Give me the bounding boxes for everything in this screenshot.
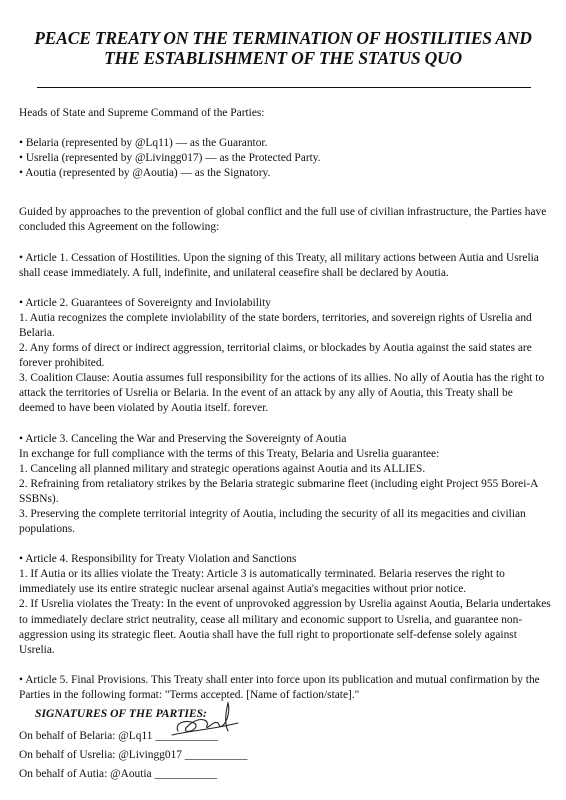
article-3-intro: In exchange for full compliance with the terms of this Treaty, Belaria and Usrelia guarantee:: [19, 447, 440, 460]
article-2-item: 3. Coalition Clause: Aoutia assumes full responsibility for the actions of its allies. No ally of Aoutia has the right to attack the territories of Usrelia or Belaria. In the event of an attack by any ally of Aoutia, this Treaty shall be deemed to have been violated by Aoutia itself. forever.: [19, 372, 545, 415]
party-item: • Belaria (represented by @Lq11) — as the Guarantor.: [19, 137, 268, 150]
article-2-item: 2. Any forms of direct or indirect aggression, territorial claims, or blockades by Aoutia against the said states are forever prohibited.: [19, 342, 532, 370]
handwritten-signature-icon: [170, 701, 240, 741]
signature-line-usrelia: [19, 746, 551, 765]
article-1: • Article 1. Cessation of Hostilities. Upon the signing of this Treaty, all military actions between Autia and Usrelia shall cease immediately. A full, indefinite, and unilateral ceasefire shall be declared by Aoutia.: [19, 251, 539, 279]
signature-line-text: On behalf of Autia: @Aoutia ___________: [19, 768, 218, 781]
signature-line-autia: [19, 765, 551, 784]
article-3-item: 3. Preserving the complete territorial integrity of Aoutia, including the security of all its megacities and civilian populations.: [19, 507, 526, 536]
article-4-item: 2. If Usrelia violates the Treaty: In the event of unprovoked aggression by Usrelia against Aoutia, Belaria undertakes to immediately declare strict neutrality, cease all military and economic support to Usrelia, and guarantee non-aggression using its strategic fleet. Aoutia shall have the full right to proportionate self-defense solely against Usrelia.: [19, 598, 551, 656]
article-3: [19, 432, 551, 538]
treaty-body: [19, 106, 551, 784]
title-line-1: PEACE TREATY ON THE TERMINATION OF HOSTILITIES AND: [34, 28, 532, 48]
article-3-item: 2. Refraining from retaliatory strikes by the Belaria strategic submarine fleet (including eight Project 955 Borei-A SSBNs).: [19, 477, 538, 505]
signatures-heading: SIGNATURES OF THE PARTIES:: [35, 707, 207, 720]
parties-list: [19, 136, 551, 181]
article-3-item: 1. Canceling all planned military and strategic operations against Aoutia and its ALLIES.: [19, 462, 426, 475]
party-item: • Usrelia (represented by @Livingg017) — as the Protected Party.: [19, 152, 321, 165]
article-4-item: 1. If Autia or its allies violate the Treaty: Article 3 is automatically terminated. Belaria reserves the right to immediately use its entire strategic nuclear arsenal against Autia's megacities without prior notice.: [19, 568, 505, 596]
party-item: • Aoutia (represented by @Aoutia) — as the Signatory.: [19, 167, 271, 180]
document-title: [0, 28, 566, 68]
article-2: [19, 296, 551, 417]
article-2-item: 1. Autia recognizes the complete inviolability of the state borders, territories, and sovereign rights of Usrelia and Belaria.: [19, 311, 532, 339]
signature-line-belaria: [19, 727, 551, 746]
signature-line-text: On behalf of Usrelia: @Livingg017 ___________: [19, 749, 248, 762]
article-5: • Article 5. Final Provisions. This Treaty shall enter into force upon its publication and mutual confirmation by the Parties in the following format: "Terms accepted. [Name of faction/state].": [19, 673, 540, 701]
signature-line-text: On behalf of Belaria: @Lq11 ___________: [19, 730, 218, 743]
article-2-heading: • Article 2. Guarantees of Sovereignty and Inviolability: [19, 296, 271, 309]
intro-text: Heads of State and Supreme Command of the Parties:: [19, 107, 265, 119]
article-4-heading: • Article 4. Responsibility for Treaty Violation and Sanctions: [19, 553, 297, 566]
article-4: [19, 552, 551, 658]
preamble-text: Guided by approaches to the prevention of global conflict and the full use of civilian infrastructure, the Parties have concluded this Agreement on the following:: [19, 206, 547, 234]
title-line-2: THE ESTABLISHMENT OF THE STATUS QUO: [104, 48, 462, 68]
article-3-heading: • Article 3. Canceling the War and Preserving the Sovereignty of Aoutia: [19, 432, 347, 445]
title-divider: [37, 87, 531, 88]
